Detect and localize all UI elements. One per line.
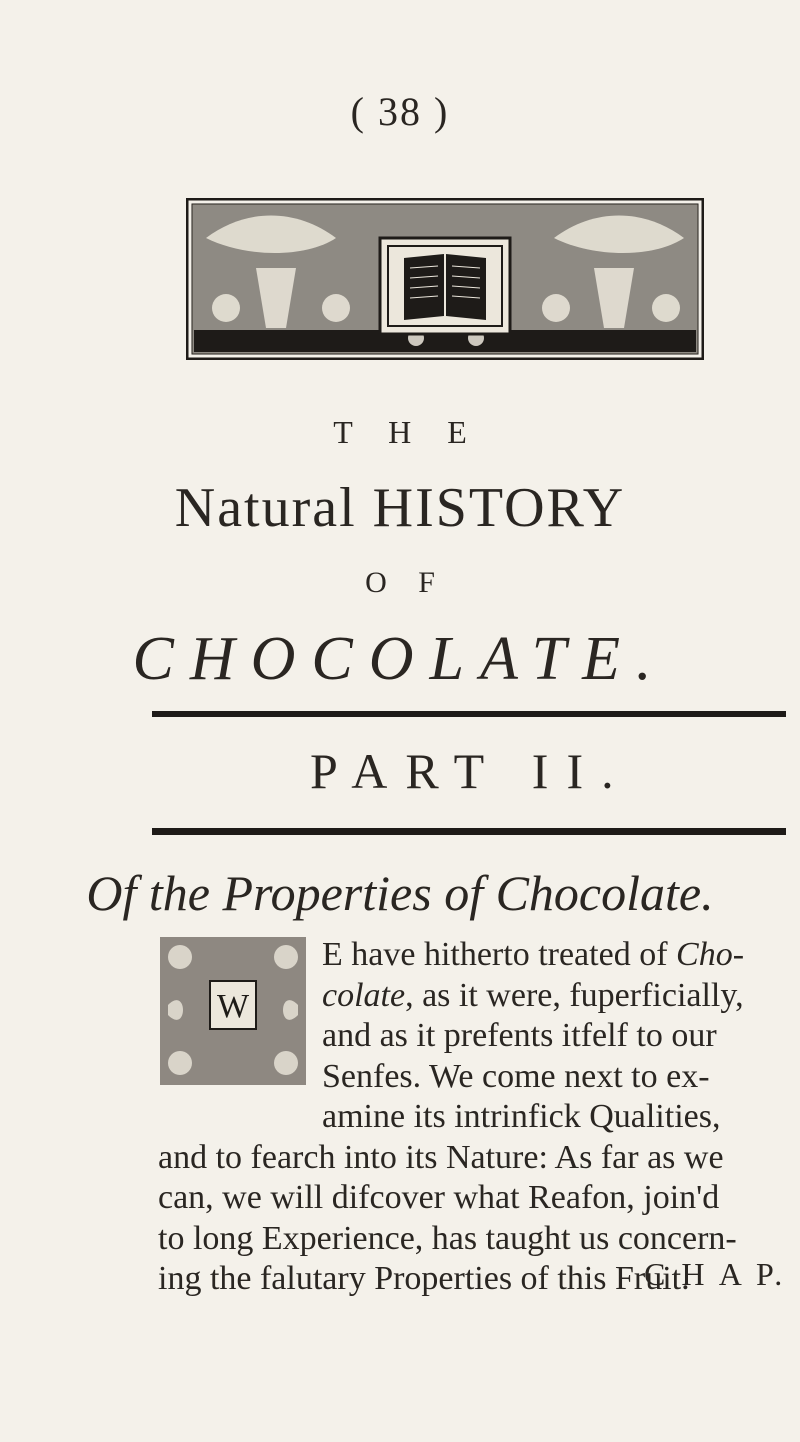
text-line: and as it prefents itfelf to our — [322, 1017, 717, 1054]
divider-rule-top — [152, 711, 786, 717]
title-of: O F — [365, 566, 447, 599]
text-line: and to fearch into its Nature: As far as we — [158, 1138, 724, 1176]
text-line: colate, as it were, fuperficially, — [322, 976, 744, 1014]
drop-cap-letter: W — [216, 988, 250, 1025]
text-line: Senfes. We come next to ex- — [322, 1057, 710, 1095]
title-main: Natural HISTORY — [174, 477, 626, 539]
page-number: ( 38 ) — [350, 89, 450, 134]
headpiece-ornament — [186, 198, 704, 360]
divider-rule-bottom — [152, 828, 786, 835]
part-heading: PART II. — [310, 743, 632, 799]
text-line: to long Experience, has taught us concern- — [158, 1219, 737, 1257]
section-subheading: Of the Properties of Chocolate. — [86, 865, 714, 921]
text-line: ing the falutary Properties of this Fruit. — [158, 1260, 690, 1297]
catchword: C H A P. — [644, 1256, 787, 1292]
text-line: amine its intrinfick Qualities, — [322, 1098, 721, 1135]
body-paragraph — [158, 935, 780, 1300]
text-line: E have hitherto treated of Cho- — [322, 936, 745, 973]
text-line: can, we will difcover what Reafon, join'd — [158, 1179, 720, 1216]
title-the: T H E — [333, 414, 481, 450]
title-subject: CHOCOLATE. — [132, 625, 668, 693]
